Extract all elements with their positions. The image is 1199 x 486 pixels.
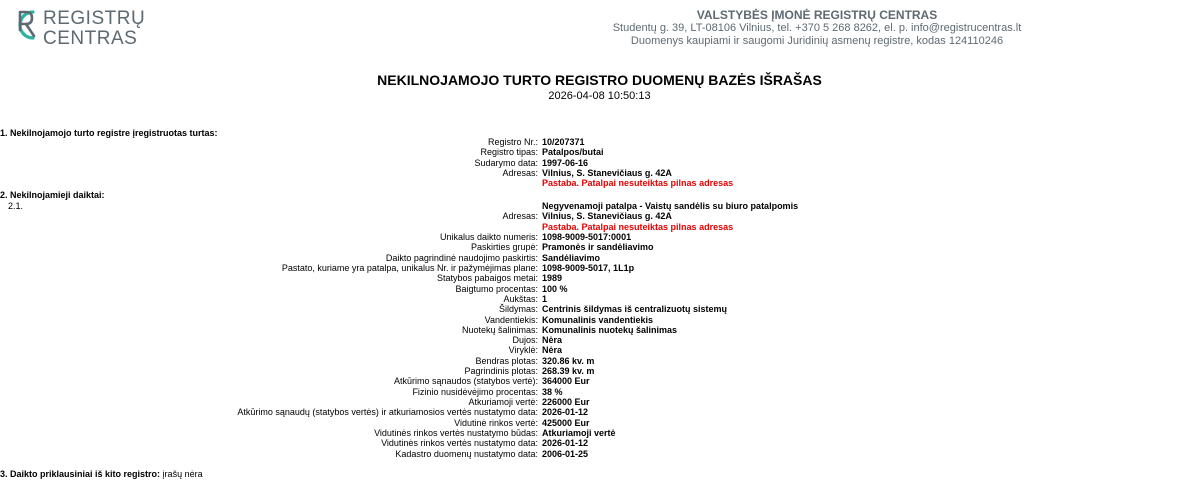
row-value: Sandėliavimo xyxy=(542,252,601,263)
logo-wordmark xyxy=(43,9,145,49)
row-value: Komunalinis vandentiekis xyxy=(542,314,654,325)
row-value: 364000 Eur xyxy=(542,376,590,387)
row-value: 38 % xyxy=(542,386,563,397)
data-row xyxy=(0,178,1199,188)
row-label: Kadastro duomenų nustatymo data: xyxy=(395,448,538,459)
data-row xyxy=(0,273,1199,283)
data-row xyxy=(0,449,1199,459)
rc-logo-icon xyxy=(11,6,41,44)
row-label: Sudarymo data: xyxy=(474,157,538,168)
row-label: Baigtumo procentas: xyxy=(455,283,538,294)
section-3-title: 3. Daikto priklausiniai iš kito registro: xyxy=(0,469,161,479)
row-label: Fizinio nusidėvėjimo procentas: xyxy=(412,386,538,397)
row-label: Pagrindinis plotas: xyxy=(464,366,538,377)
row-label: Paskirties grupė: xyxy=(470,242,538,253)
row-value: 1098-9009-5017:0001 xyxy=(542,231,632,242)
row-value: Negyvenamoji patalpa - Vaistų sandėlis su biuro patalpomis xyxy=(542,201,799,211)
row-value: Patalpos/butai xyxy=(542,147,604,158)
row-value: 100 % xyxy=(542,283,568,294)
row-label: Dujos: xyxy=(512,335,538,346)
section-3 xyxy=(0,469,203,479)
data-row xyxy=(0,428,1199,438)
data-row xyxy=(0,345,1199,355)
row-label: Vandentiekis: xyxy=(484,314,538,325)
row-value: Centrinis šildymas iš centralizuotų sistemų xyxy=(542,304,728,315)
data-row xyxy=(0,438,1199,448)
row-value: 2026-01-12 xyxy=(542,438,589,449)
row-label: Adresas: xyxy=(502,167,538,178)
data-row xyxy=(0,294,1199,304)
row-label: Vidutinės rinkos vertės nustatymo būdas: xyxy=(374,428,538,439)
data-row xyxy=(0,366,1199,376)
data-row xyxy=(0,325,1199,335)
document-datetime: 2026-04-08 10:50:13 xyxy=(548,90,651,102)
data-row xyxy=(0,158,1199,168)
organization-info xyxy=(587,8,1047,48)
row-value: Atkuriamoji vertė xyxy=(542,428,616,439)
row-label: Atkuriamoji vertė: xyxy=(468,397,538,408)
row-label: Aukštas: xyxy=(503,293,538,304)
row-note: Pastaba. Patalpai nesuteiktas pilnas adresas xyxy=(542,178,734,189)
data-row xyxy=(0,242,1199,252)
row-label: Statybos pabaigos metai: xyxy=(436,273,538,284)
data-row xyxy=(0,304,1199,314)
row-value: 2006-01-25 xyxy=(542,448,589,459)
row-label: Nuotekų šalinimas: xyxy=(461,324,538,335)
data-row xyxy=(0,284,1199,294)
data-row xyxy=(0,387,1199,397)
row-label: Bendras plotas: xyxy=(475,355,538,366)
row-value: Pramonės ir sandėliavimo xyxy=(542,242,654,253)
document-title: NEKILNOJAMOJO TURTO REGISTRO DUOMENŲ BAZĖS IŠRAŠAS xyxy=(377,72,822,88)
data-row xyxy=(0,253,1199,263)
row-value: 226000 Eur xyxy=(542,397,590,408)
row-label: Atkūrimo sąnaudos (statybos vertė): xyxy=(393,376,538,387)
data-row xyxy=(0,376,1199,386)
row-label: Vidutinė rinkos vertė: xyxy=(454,417,538,428)
section-1-title: 1. Nekilnojamojo turto registre įregistruotas turtas: xyxy=(0,128,218,138)
data-row xyxy=(0,335,1199,345)
data-row xyxy=(0,407,1199,417)
row-value: 10/207371 xyxy=(542,137,585,147)
row-note: Pastaba. Patalpai nesuteiktas pilnas adresas xyxy=(542,221,734,232)
data-row xyxy=(0,222,1199,232)
data-row xyxy=(0,397,1199,407)
data-row xyxy=(0,232,1199,242)
row-value: 268.39 kv. m xyxy=(542,366,595,377)
organization-address: Studentų g. 39, LT-08106 Vilnius, tel. +370 5 268 8262, el. p. info@registrucentras.lt xyxy=(612,22,1022,34)
data-row xyxy=(0,418,1199,428)
data-row xyxy=(0,147,1199,157)
section-3-value: įrašų nėra xyxy=(162,469,203,479)
logo-line-1: REGISTRŲ xyxy=(43,8,146,29)
row-label: Pastato, kuriame yra patalpa, unikalus Nr. ir pažymėjimas plane: xyxy=(281,262,538,273)
section-2-item-number: 2.1. xyxy=(8,201,24,211)
logo-line-2: CENTRAS xyxy=(43,28,138,49)
row-value: 1997-06-16 xyxy=(542,157,589,168)
row-label: Viryklė: xyxy=(508,345,538,356)
data-row xyxy=(0,315,1199,325)
row-value: 1 xyxy=(542,293,548,304)
row-value: 1098-9009-5017, 1L1p xyxy=(542,262,635,273)
data-row xyxy=(0,263,1199,273)
row-label: Registro tipas: xyxy=(480,147,538,158)
row-value: 1989 xyxy=(542,273,563,284)
row-label: Daikto pagrindinė naudojimo paskirtis: xyxy=(385,252,538,263)
organization-name: VALSTYBĖS ĮMONĖ REGISTRŲ CENTRAS xyxy=(696,8,938,22)
row-value: 425000 Eur xyxy=(542,417,590,428)
data-row xyxy=(0,137,1199,147)
data-row xyxy=(0,168,1199,178)
registru-centras-logo xyxy=(11,6,146,50)
section-2-title: 2. Nekilnojamieji daiktai: xyxy=(0,190,105,200)
row-value: Vilnius, S. Stanevičiaus g. 42A xyxy=(542,167,672,178)
data-row xyxy=(0,356,1199,366)
row-value: Nėra xyxy=(542,335,563,346)
row-value: 320.86 kv. m xyxy=(542,355,595,366)
row-value: Nėra xyxy=(542,345,563,356)
row-label: Atkūrimo sąnaudų (statybos vertės) ir atkuriamosios vertės nustatymo data: xyxy=(237,407,538,418)
data-row xyxy=(0,201,1199,211)
row-value: Komunalinis nuotekų šalinimas xyxy=(542,324,678,335)
row-label: Registro Nr.: xyxy=(487,137,538,147)
row-label: Šildymas: xyxy=(498,304,538,315)
row-label: Vidutinės rinkos vertės nustatymo data: xyxy=(381,438,538,449)
row-value: Vilnius, S. Stanevičiaus g. 42A xyxy=(542,211,672,222)
organization-note: Duomenys kaupiami ir saugomi Juridinių asmenų registre, kodas 124110246 xyxy=(630,35,1004,47)
data-row xyxy=(0,211,1199,221)
row-label: Adresas: xyxy=(502,211,538,222)
row-value: 2026-01-12 xyxy=(542,407,589,418)
row-label: Unikalus daikto numeris: xyxy=(439,231,538,242)
